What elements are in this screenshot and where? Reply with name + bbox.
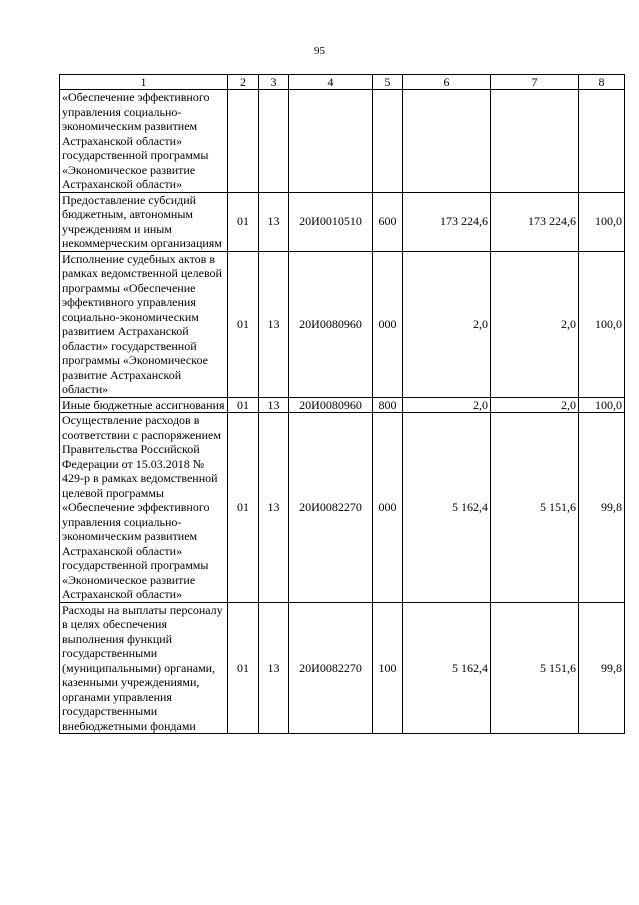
column-header-6: 6 xyxy=(403,75,491,90)
header-row xyxy=(60,75,625,90)
row-executed xyxy=(491,90,579,193)
row-percent: 99,8 xyxy=(579,413,625,603)
row-subsection: 13 xyxy=(259,251,289,397)
row-target-code: 20И0080960 xyxy=(289,251,373,397)
page-number: 95 xyxy=(314,45,325,57)
column-header-8: 8 xyxy=(579,75,625,90)
row-executed: 2,0 xyxy=(491,397,579,413)
row-name: Иные бюджетные ассигнования xyxy=(60,397,228,413)
row-planned: 2,0 xyxy=(403,251,491,397)
row-planned: 173 224,6 xyxy=(403,192,491,251)
row-name: Осуществление расходов в соответствии с распоряжением Правительства Российской Федерации от 15.03.2018 № 429-р в рамках ведомственной целевой программы «Обеспечение эффективного управления социально-экономическим развитием Астраханской области» государственной программы «Экономическое развитие Астраханской области» xyxy=(60,413,228,603)
row-percent: 99,8 xyxy=(579,602,625,734)
table-row xyxy=(60,397,625,413)
row-planned xyxy=(403,90,491,193)
row-executed: 5 151,6 xyxy=(491,413,579,603)
row-name: Предоставление субсидий бюджетным, автономным учреждениям и иным некоммерческим организациям xyxy=(60,192,228,251)
row-subsection: 13 xyxy=(259,397,289,413)
row-executed: 173 224,6 xyxy=(491,192,579,251)
row-planned: 5 162,4 xyxy=(403,602,491,734)
column-header-5: 5 xyxy=(373,75,403,90)
row-section: 01 xyxy=(228,413,259,603)
row-planned: 5 162,4 xyxy=(403,413,491,603)
row-name: Расходы на выплаты персоналу в целях обеспечения выполнения функций государственными (муниципальными) органами, казенными учреждениями, органами управления государственными внебюджетными фондами xyxy=(60,602,228,734)
row-subsection xyxy=(259,90,289,193)
row-target-code xyxy=(289,90,373,193)
row-subsection: 13 xyxy=(259,192,289,251)
row-percent xyxy=(579,90,625,193)
row-expense-type: 000 xyxy=(373,251,403,397)
row-section: 01 xyxy=(228,251,259,397)
row-executed: 5 151,6 xyxy=(491,602,579,734)
column-header-3: 3 xyxy=(259,75,289,90)
column-header-7: 7 xyxy=(491,75,579,90)
row-section xyxy=(228,90,259,193)
column-header-4: 4 xyxy=(289,75,373,90)
table-row xyxy=(60,602,625,734)
budget-table xyxy=(59,74,625,734)
row-subsection: 13 xyxy=(259,602,289,734)
column-header-2: 2 xyxy=(228,75,259,90)
row-expense-type: 600 xyxy=(373,192,403,251)
row-subsection: 13 xyxy=(259,413,289,603)
row-name: «Обеспечение эффективного управления социально-экономическим развитием Астраханской области» государственной программы «Экономическое развитие Астраханской области» xyxy=(60,90,228,193)
row-section: 01 xyxy=(228,397,259,413)
row-percent: 100,0 xyxy=(579,397,625,413)
row-planned: 2,0 xyxy=(403,397,491,413)
row-section: 01 xyxy=(228,192,259,251)
row-percent: 100,0 xyxy=(579,192,625,251)
row-expense-type: 100 xyxy=(373,602,403,734)
row-target-code: 20И0082270 xyxy=(289,602,373,734)
row-target-code: 20И0010510 xyxy=(289,192,373,251)
row-expense-type: 800 xyxy=(373,397,403,413)
table-row xyxy=(60,90,625,193)
row-target-code: 20И0080960 xyxy=(289,397,373,413)
table-row xyxy=(60,413,625,603)
table-row xyxy=(60,192,625,251)
table-row xyxy=(60,251,625,397)
row-percent: 100,0 xyxy=(579,251,625,397)
row-name: Исполнение судебных актов в рамках ведомственной целевой программы «Обеспечение эффективного управления социально-экономическим развитием Астраханской области» государственной программы «Экономическое развитие Астраханской области» xyxy=(60,251,228,397)
row-section: 01 xyxy=(228,602,259,734)
row-expense-type: 000 xyxy=(373,413,403,603)
column-header-1: 1 xyxy=(60,75,228,90)
row-expense-type xyxy=(373,90,403,193)
row-target-code: 20И0082270 xyxy=(289,413,373,603)
row-executed: 2,0 xyxy=(491,251,579,397)
